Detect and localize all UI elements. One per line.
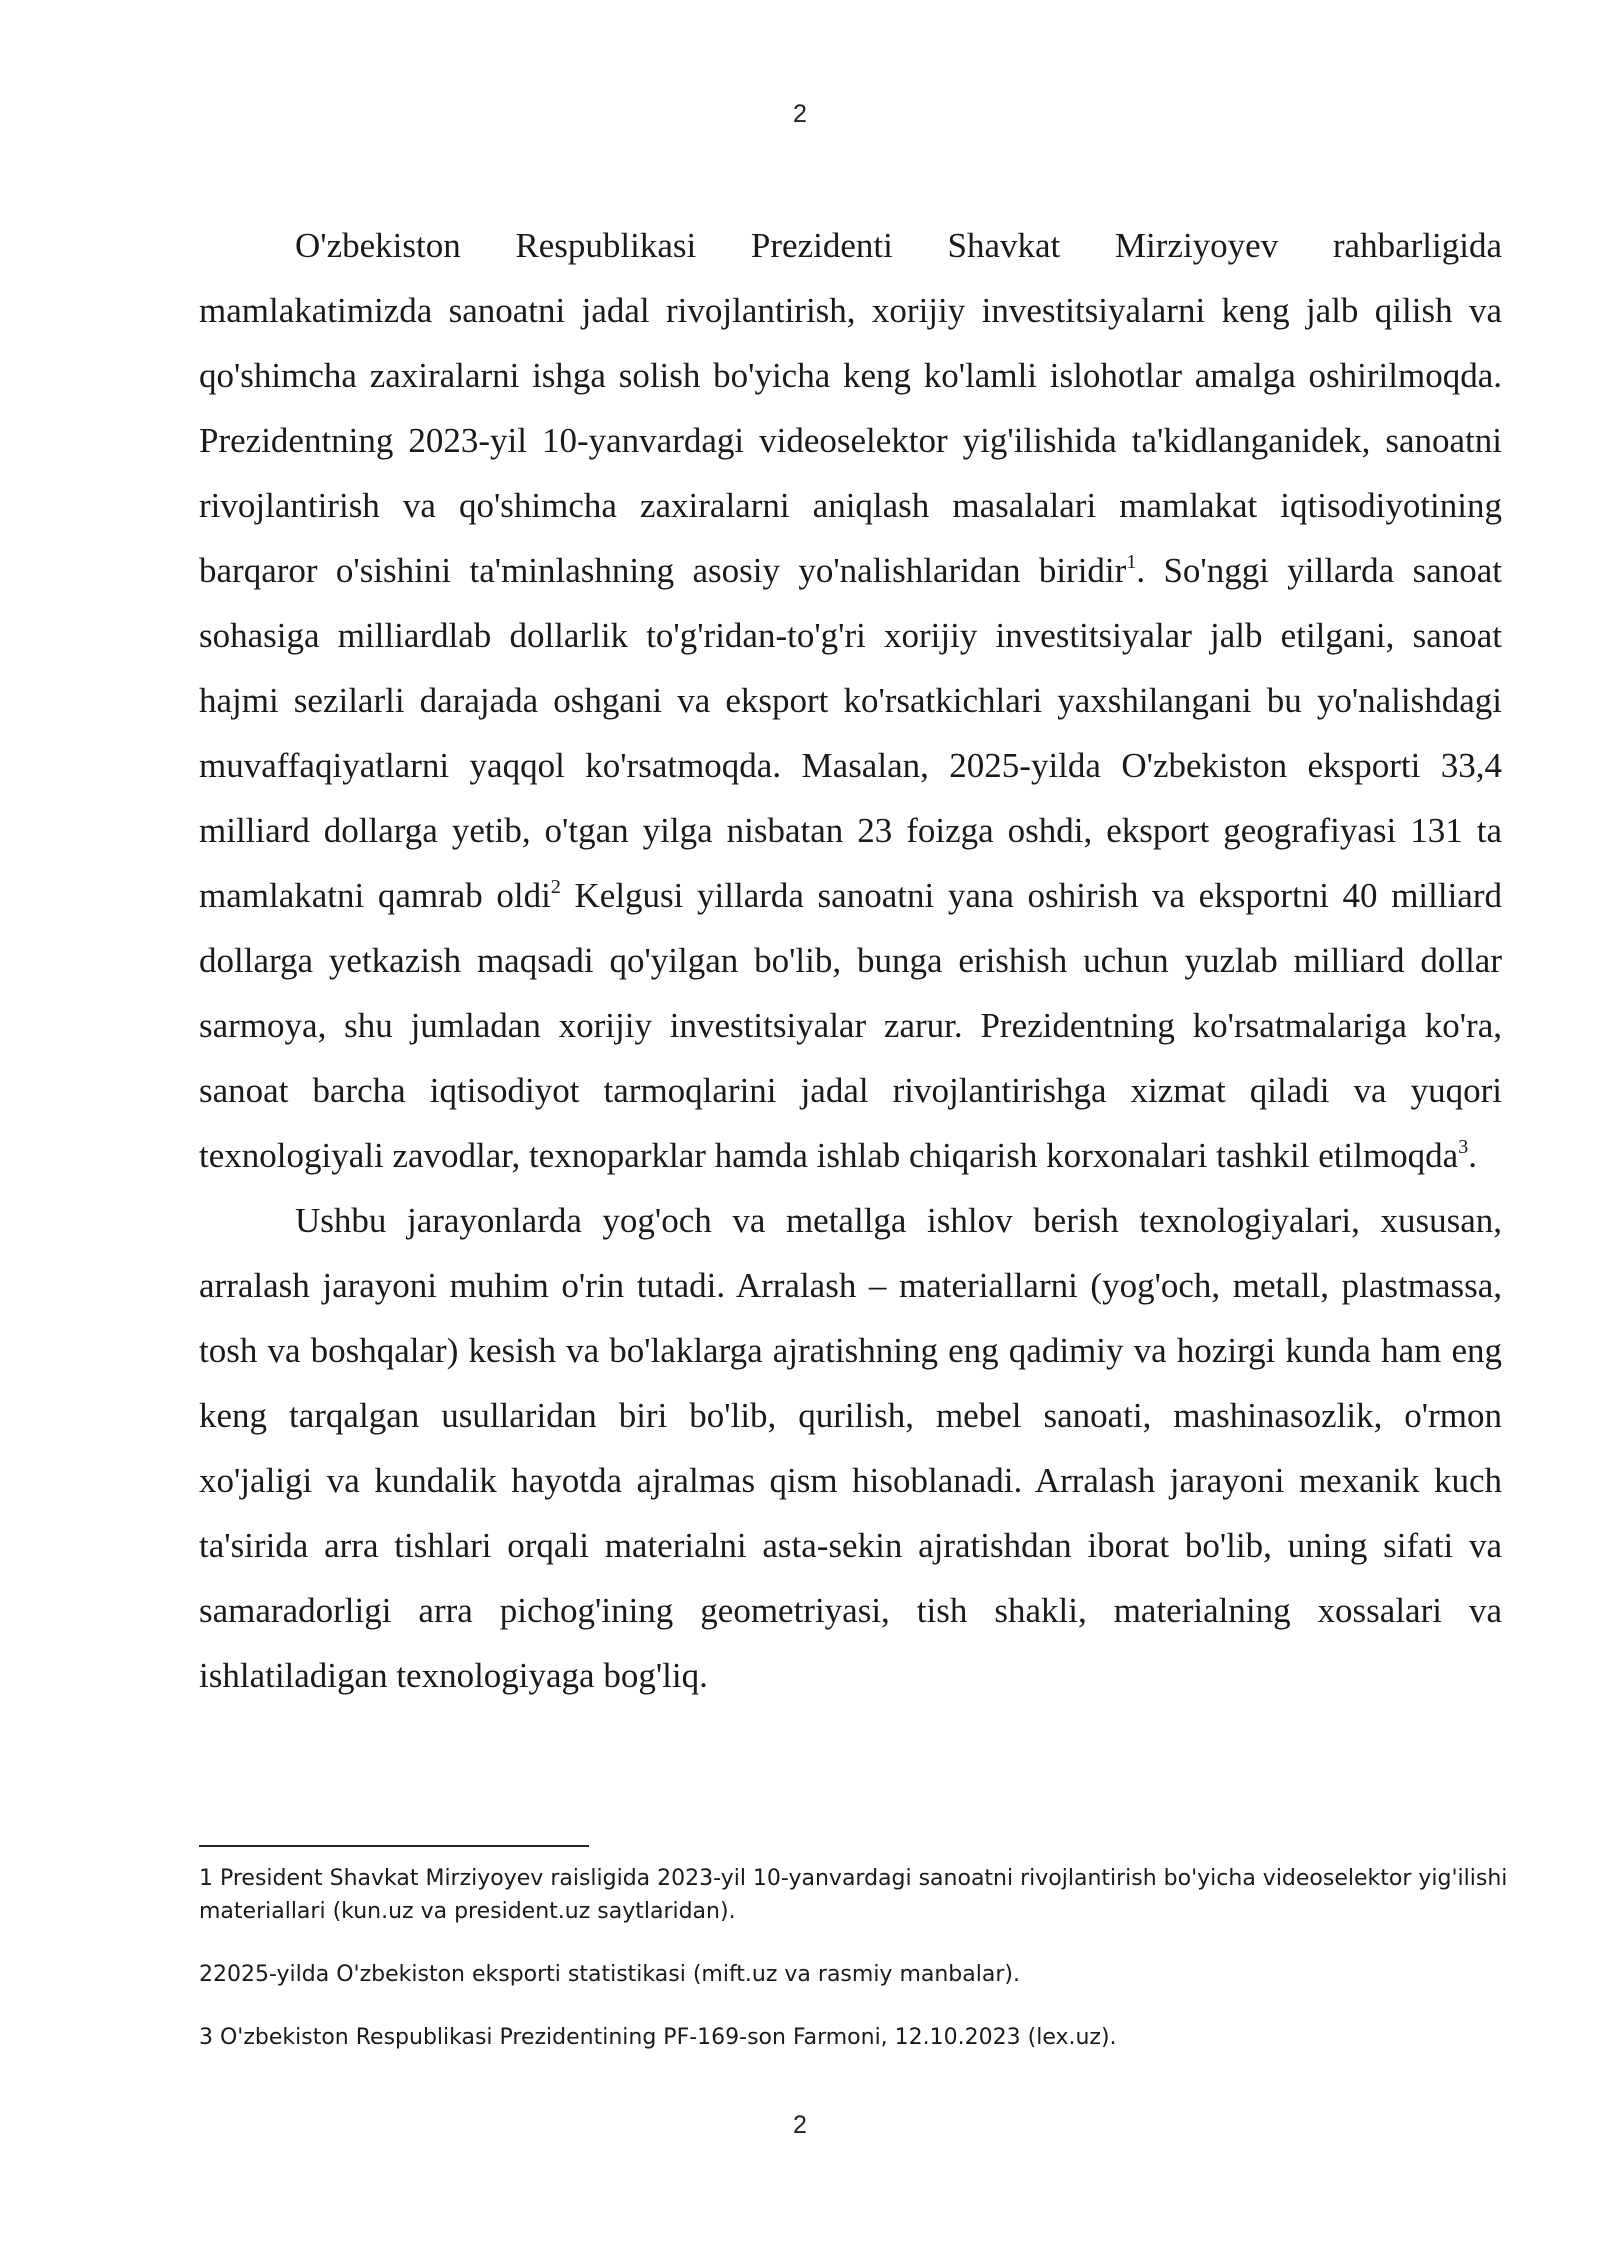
paragraph-text: O'zbekiston Respublikasi Prezidenti Shavkat Mirziyoyev rahbarligida mamlakatimizda sanoatni jadal rivojlantirish, xorijiy investitsiyalarni keng jalb qilish va qo'shimcha zaxiralarni ishga solish bo'yicha keng ko'lamli islohotlar amalga oshirilmoqda. Prezidentning 2023-yil 10-yanvardagi videoselektor yig'ilishida ta'kidlanganidek, sanoatni rivojlantirish va qo'shimcha zaxiralarni aniqlash masalalari mamlakat iqtisodiyotining barqaror o'sishini ta'minlashning asosiy yo'nalishlaridan biridir	[199, 226, 1502, 590]
footnote-ref-1: 1	[1126, 551, 1137, 573]
footnote-2: 22025-yilda O'zbekiston eksporti statistikasi (mift.uz va rasmiy manbalar).	[199, 1962, 1020, 1987]
paragraph-text: Ushbu jarayonlarda yog'och va metallga ishlov berish texnologiyalari, xususan, arralash jarayoni muhim o'rin tutadi. Arralash – materiallarni (yog'och, metall, plastmassa, tosh va boshqalar) kesish va bo'laklarga ajratishning eng qadimiy va hozirgi kunda ham eng keng tarqalgan usullaridan biri bo'lib, qurilish, mebel sanoati, mashinasozlik, o'rmon xo'jaligi va kundalik hayotda ajralmas qism hisoblanadi. Arralash jarayoni mexanik kuch ta'sirida arra tishlari orqali materialni asta-sekin ajratishdan iborat bo'lib, uning sifati va samaradorligi arra pichog'ining geometriyasi, tish shakli, materialning xossalari va ishlatiladigan texnologiyaga bog'liq.	[199, 1201, 1502, 1695]
footnote-1: 1 President Shavkat Mirziyoyev raisligida 2023-yil 10-yanvardagi sanoatni rivojlantirish bo'yicha videoselektor yig'ilishi materiallari (kun.uz va president.uz saytlaridan).	[199, 1866, 1508, 1924]
footnotes	[199, 1862, 1509, 2084]
paragraph-text: . So'nggi yillarda sanoat sohasiga milliardlab dollarlik to'g'ridan-to'g'ri xorijiy investitsiyalar jalb etilgani, sanoat hajmi sezilarli darajada oshgani va eksport ko'rsatkichlari yaxshilangani bu yo'nalishdagi muvaffaqiyatlarni yaqqol ko'rsatmoqda. Masalan, 2025-yilda O'zbekiston eksporti 33,4 milliard dollarga yetib, o'tgan yilga nisbatan 23 foizga oshdi, eksport geografiyasi 131 ta mamlakatni qamrab oldi	[199, 551, 1502, 915]
page-number-footer: 2	[793, 2111, 807, 2139]
footnote-separator	[199, 1845, 589, 1847]
paragraph-1	[199, 213, 1502, 1188]
footnote-3: 3 O'zbekiston Respublikasi Prezidentining PF-169-son Farmoni, 12.10.2023 (lex.uz).	[199, 2025, 1117, 2050]
paragraph-2	[199, 1188, 1502, 1708]
paragraph-text: .	[1468, 1136, 1477, 1175]
page-number-header: 2	[793, 100, 807, 128]
footnote-ref-2: 2	[550, 876, 561, 898]
body-text	[199, 213, 1502, 1708]
paragraph-text: Kelgusi yillarda sanoatni yana oshirish va eksportni 40 milliard dollarga yetkazish maqsadi qo'yilgan bo'lib, bunga erishish uchun yuzlab milliard dollar sarmoya, shu jumladan xorijiy investitsiyalar zarur. Prezidentning ko'rsatmalariga ko'ra, sanoat barcha iqtisodiyot tarmoqlarini jadal rivojlantirishga xizmat qiladi va yuqori texnologiyali zavodlar, texnoparklar hamda ishlab chiqarish korxonalari tashkil etilmoqda	[199, 876, 1502, 1175]
footnote-ref-3: 3	[1458, 1136, 1469, 1158]
